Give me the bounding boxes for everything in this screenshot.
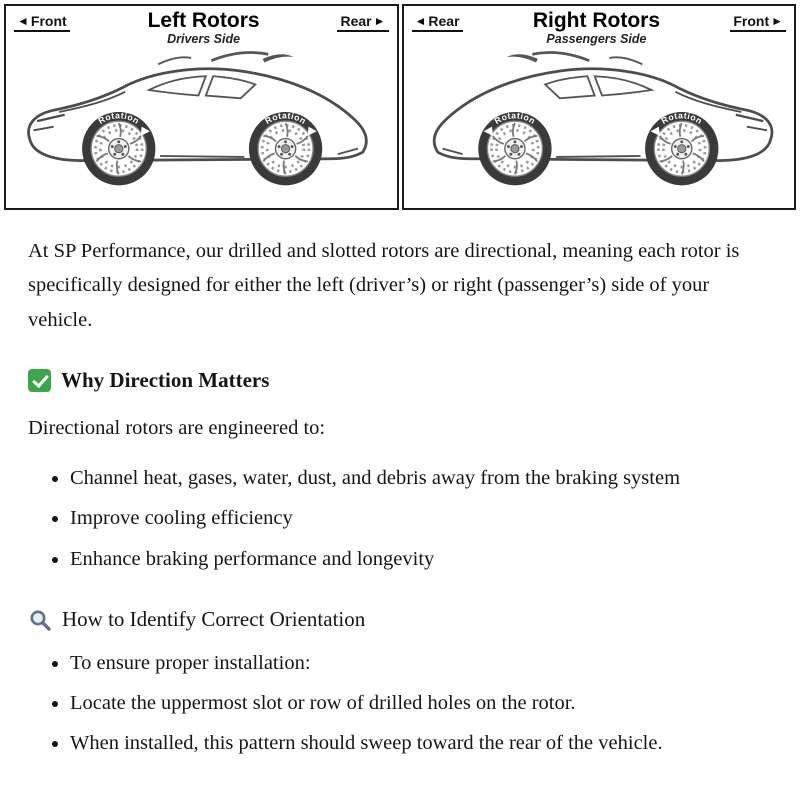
rotation-label: Rotation <box>96 110 142 127</box>
left-panel-header <box>6 6 397 46</box>
front-direction-label <box>14 13 70 32</box>
panel-title: Right Rotors <box>532 9 661 32</box>
article-content <box>4 210 796 761</box>
arrow-left-icon: ◄ <box>17 14 29 28</box>
left-panel-titles <box>148 10 260 46</box>
rotor-diagram <box>4 4 796 210</box>
right-panel-header <box>404 6 795 46</box>
list-item: • When installed, this pattern should sweep toward the rear of the vehicle. <box>70 726 772 760</box>
rear-direction-label <box>412 13 463 32</box>
panel-title: Left Rotors <box>147 9 260 32</box>
section-heading-why-direction-matters <box>28 363 772 398</box>
section-title: Why Direction Matters <box>61 368 270 393</box>
right-car-illustration <box>404 46 795 200</box>
rotation-label: Rotation <box>492 110 537 127</box>
magnifier-icon <box>28 608 52 632</box>
section-heading-identify-orientation <box>28 602 772 637</box>
direction-text: Front <box>30 13 67 29</box>
list-item: • Enhance braking performance and longevity <box>70 542 772 576</box>
right-panel-titles <box>533 10 660 46</box>
orientation-list <box>28 646 772 761</box>
list-item: • Channel heat, gases, water, dust, and debris away from the braking system <box>70 461 772 495</box>
engineered-lead: Directional rotors are engineered to: <box>28 416 326 439</box>
rear-direction-label <box>337 13 388 32</box>
arrow-right-icon: ► <box>771 14 783 28</box>
direction-text: Rear <box>340 13 372 29</box>
list-item: • Improve cooling efficiency <box>70 501 772 535</box>
benefits-list <box>28 461 772 576</box>
left-rotors-panel <box>4 4 399 210</box>
rotation-label: Rotation <box>263 110 309 127</box>
check-icon <box>28 369 51 392</box>
panel-subtitle: Drivers Side <box>167 32 241 47</box>
direction-text: Front <box>733 13 770 29</box>
front-direction-label <box>730 13 786 32</box>
list-item: • To ensure proper installation: <box>70 646 772 680</box>
arrow-right-icon: ► <box>373 14 386 28</box>
left-car-illustration <box>6 46 397 200</box>
section-title: How to Identify Correct Orientation <box>62 607 366 632</box>
intro-paragraph: At SP Performance, our drilled and slotted rotors are directional, meaning each rotor is specifically designed for either the left (driver’s) or right (passenger’s) side of your vehicle. <box>28 240 740 331</box>
list-item: • Locate the uppermost slot or row of drilled holes on the rotor. <box>70 686 772 720</box>
right-rotors-panel <box>402 4 797 210</box>
direction-text: Rear <box>428 13 460 29</box>
arrow-left-icon: ◄ <box>414 14 427 28</box>
panel-subtitle: Passengers Side <box>546 32 647 47</box>
rotation-label: Rotation <box>658 110 704 127</box>
